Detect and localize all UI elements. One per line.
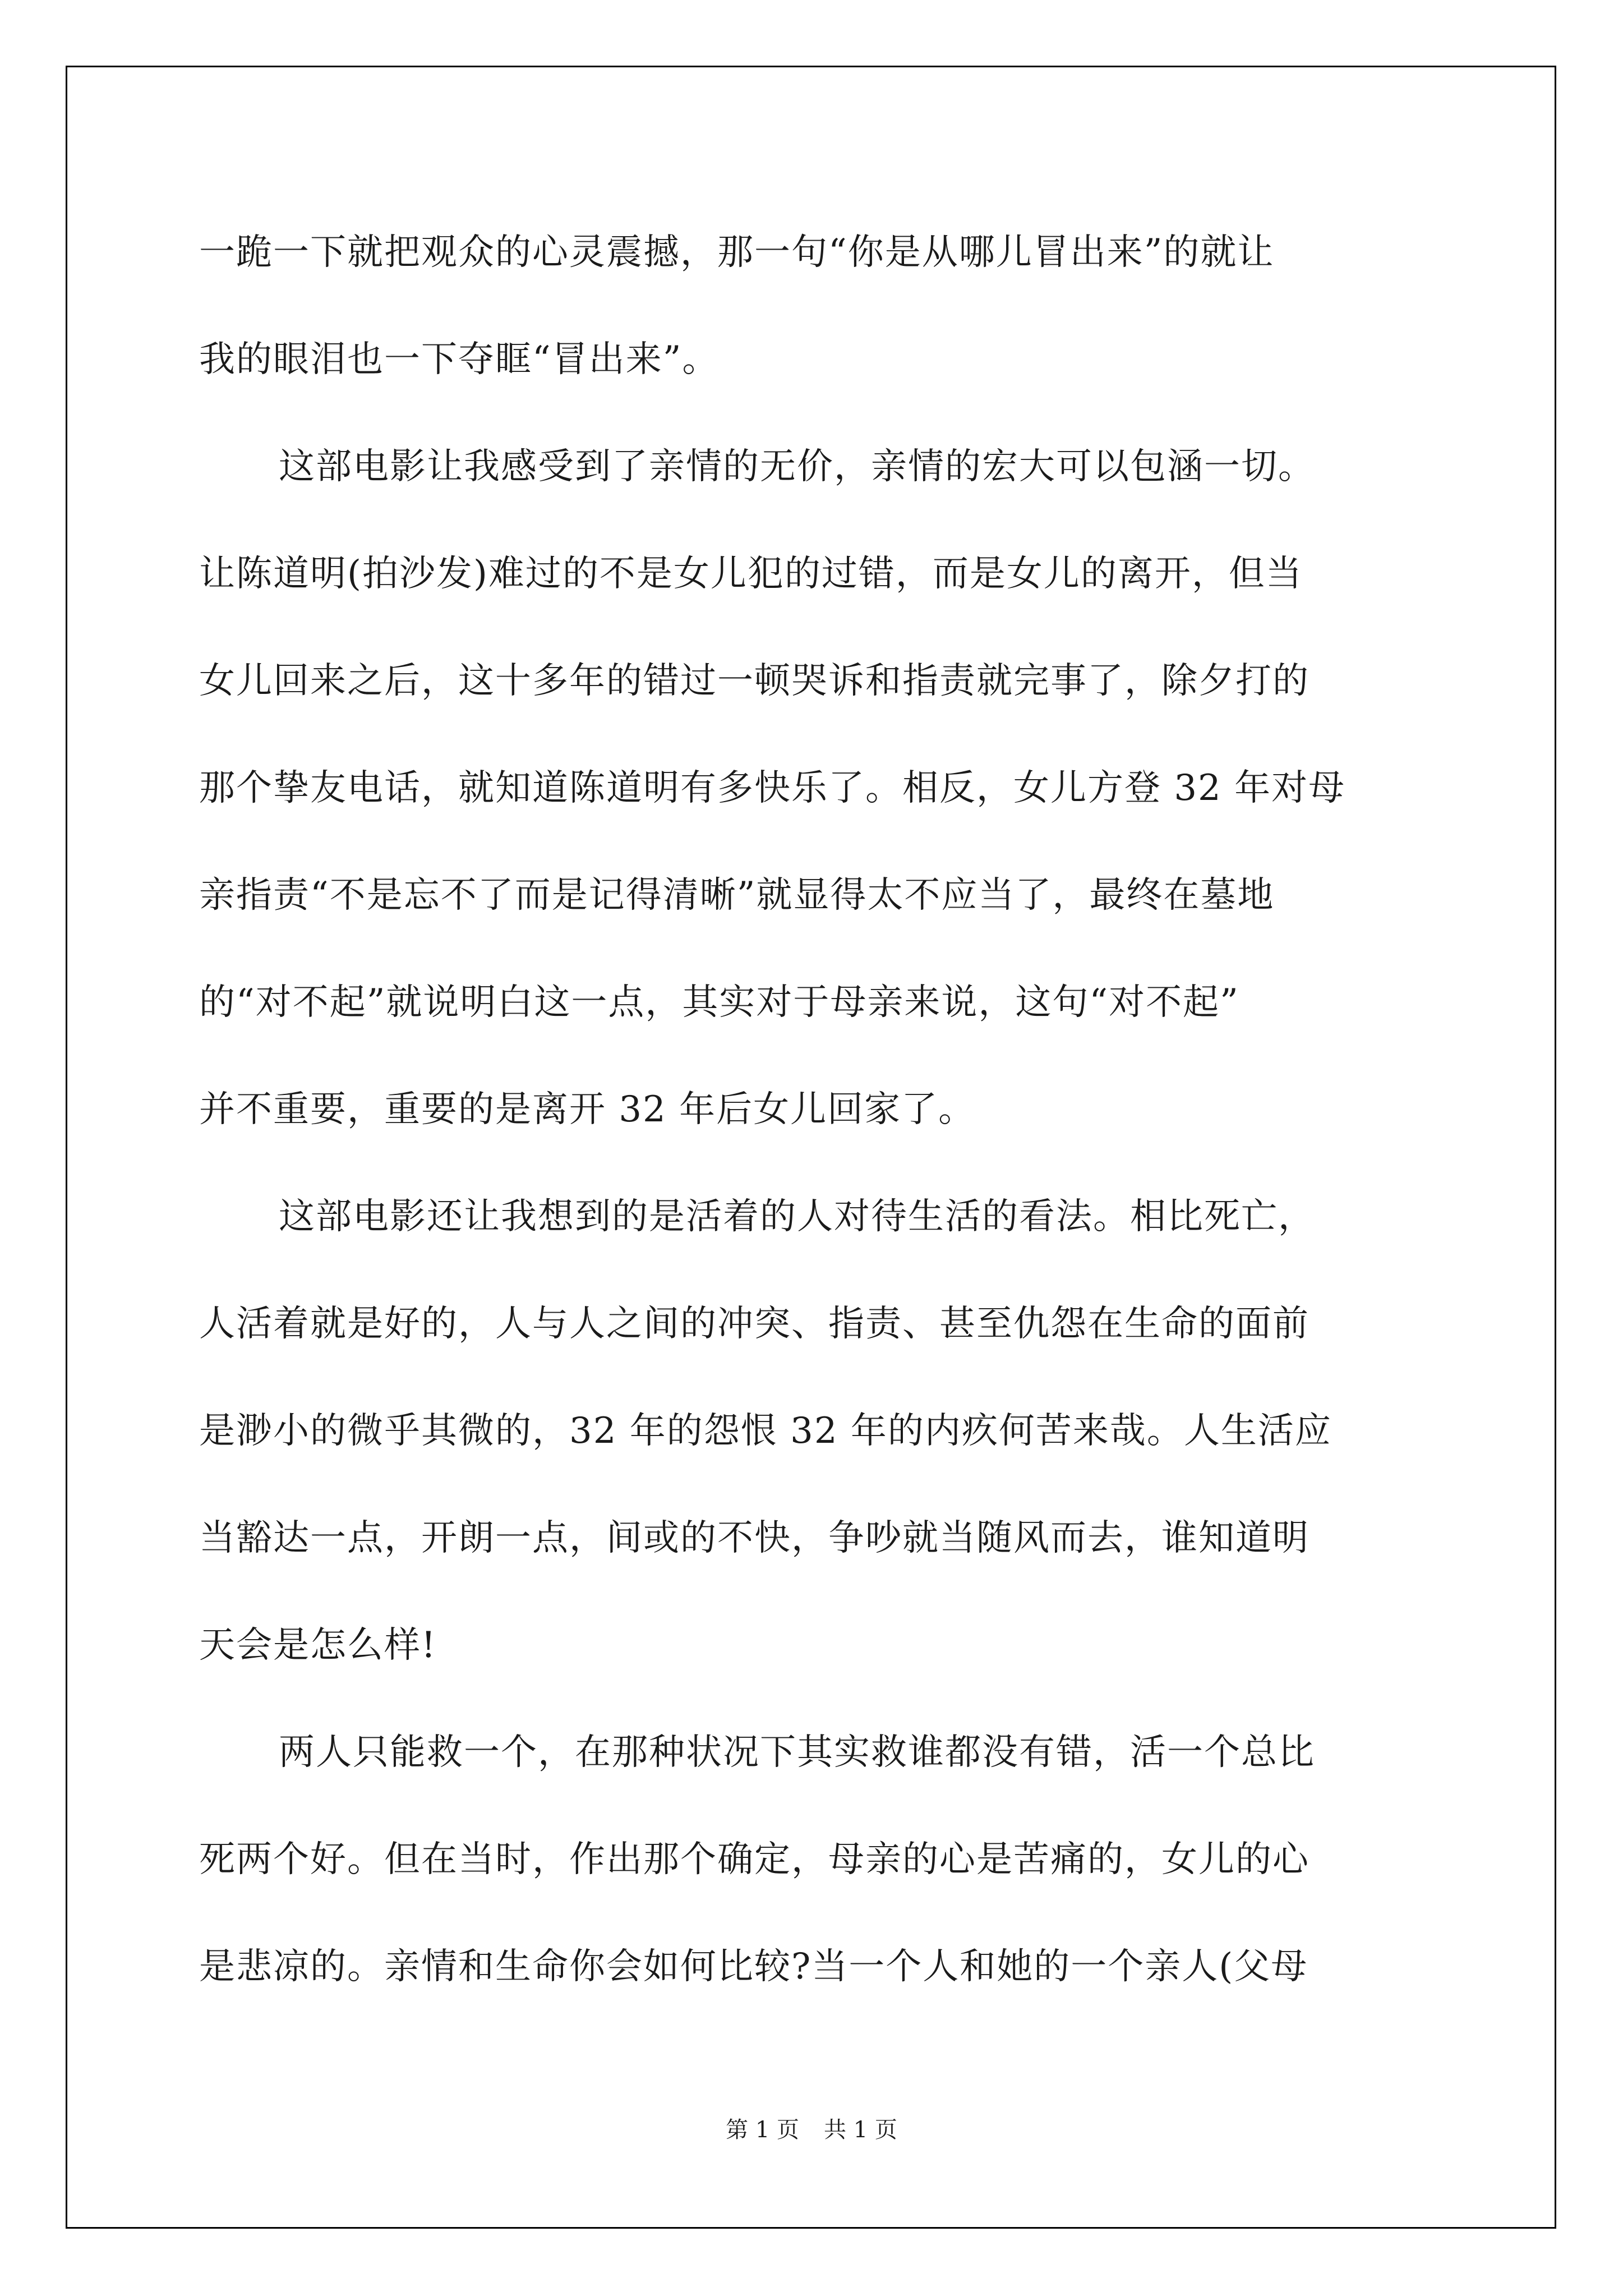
text-line: 女儿回来之后，这十多年的错过一顿哭诉和指责就完事了，除夕打的 [199,660,1310,702]
text-line: 让陈道明(拍沙发)难过的不是女儿犯的过错，而是女儿的离开，但当 [199,553,1303,595]
text-line: 的“对不起”就说明白这一点，其实对于母亲来说，这句“对不起” [199,982,1239,1023]
text-line: 亲指责“不是忘不了而是记得清晰”就显得太不应当了，最终在墓地 [199,875,1275,916]
text-line: 那个挚友电话，就知道陈道明有多快乐了。相反，女儿方登 32 年对母 [199,767,1346,809]
text-line: 天会是怎么样! [199,1625,437,1666]
text-line: 是悲凉的。亲情和生命你会如何比较?当一个人和她的一个亲人(父母 [199,1946,1308,1987]
paragraph-start-line: 这部电影还让我想到的是活着的人对待生活的看法。相比死亡， [279,1196,1315,1237]
paragraph-start-line: 这部电影让我感受到了亲情的无价，亲情的宏大可以包涵一切。 [279,446,1315,487]
text-line: 我的眼泪也一下夺眶“冒出来”。 [199,339,720,380]
text-line: 死两个好。但在当时，作出那个确定，母亲的心是苦痛的，女儿的心 [199,1839,1310,1880]
page-number: 第 1 页 [726,2117,799,2143]
text-line: 一跪一下就把观众的心灵震撼，那一句“你是从哪儿冒出来”的就让 [199,232,1275,273]
text-line: 人活着就是好的，人与人之间的冲突、指责、甚至仇怨在生命的面前 [199,1303,1310,1345]
text-line: 是渺小的微乎其微的，32 年的怨恨 32 年的内疚何苦来哉。人生活应 [199,1410,1332,1452]
page-total: 共 1 页 [824,2117,897,2143]
paragraph-start-line: 两人只能救一个，在那种状况下其实救谁都没有错，活一个总比 [279,1732,1315,1773]
page-footer [0,2112,1623,2144]
text-line: 当豁达一点，开朗一点，间或的不快，争吵就当随风而去，谁知道明 [199,1517,1310,1559]
document-body [199,213,1427,2035]
text-line: 并不重要，重要的是离开 32 年后女儿回家了。 [199,1089,976,1130]
